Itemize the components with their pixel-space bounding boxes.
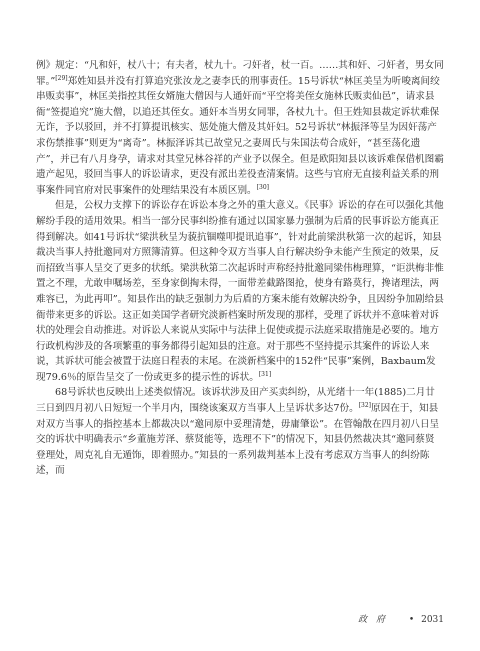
paragraph — [36, 58, 444, 198]
paragraph-text: 郑姓知县并没有打算追究张汝龙之妻李氏的刑事责任。15号诉状“林匡美呈为听唆离间绞串贩卖事”，林匡美指控其侄女婿施大僧因与人通奸而“平空将美侄女施林氏贩卖仙邑”，请求县衙“签提追究”施大僧，以追还其侄女。通奸本当男女同罪，各杖九十。但王姓知县裁定诉状难保无诈，予以驳回，并不打算提讯核实、惩处施大僧及其奸妇。52号诉状“林振泽等呈为因奸荡产求伤禁推事”则更为“离奇”。林振泽诉其已故堂兄之妻周氏与朱国法苟合成奸，“甚至荡化遗产”，并已有八月身孕，请求对其堂兄林谷祥的产业予以保全。但是欧阳知县以该诉难保借机图霸遗产起见，驳回当事人的诉讼请求，更没有派出差役查清案情。这些与官府无直接利益关系的刑事案件同官府对民事案件的处理结果没有本质区别。 — [36, 75, 444, 196]
footnote-reference: [31] — [258, 370, 272, 378]
document-body — [36, 58, 444, 479]
paragraph-text: 原因在于，知县对双方当事人的指控基本上都裁决以“邀同原中妥理清楚，毋庸肇讼”。在管翰散在四月初八日呈交的诉状中明确表示“乡董施芳泽、蔡贤能等，选理不下”的情况下，知县仍然裁决其“邀同蔡贤登理处，周克礼自无遁饰，即着照办。”知县的一系列裁判基本上没有考虑双方当事人的纠纷陈述，而 — [36, 403, 440, 477]
paragraph-text: 但是，公权力支撑下的诉讼存在诉讼本身之外的重大意义。《民事》诉讼的存在可以强化其他解纷手段的适用效果。相当一部分民事纠纷推有通过以国家暴力强制为后盾的民事诉讼方能真正得到解决。如41号诉状“梁洪秋呈为藐抗锢噬叩提讯追事”，针对此前梁洪秋第一次的起诉，知县裁决当事人持批邀同对方照簿清算。但这种令双方当事人自行解决纷争未能产生预定的效果，反而招致当事人呈交了更多的状纸。梁洪秋第二次起诉时声称经持批邀同梁伟梅理算，“讵洪梅非惟置之不理，尤敢申嘱场差，至身家倒掏未得，一面带差截路图抢，使身有路莫行，搀诸理法，两难容已，为此再叩”。知县作出的缺乏强制力为后盾的方案未能有效解决纷争，且因纷争加剧给县衙带来更多的诉讼。这正如美国学者研究淡新档案时所发现的那样，受理了诉状并不意味着对诉状的处理会自动推进。对诉讼人来说从实际中与法律上促使或提示法庭采取措施是必要的。地方行政机构涉及的各项繁重的事务都得引起知县的注意。对于那些不坚持提示其案件的诉讼人来说，其诉状可能会被置于法庭日程表的末尾。在淡新档案中的152件“民事”案例，Baxbaum发现79.6％的原告呈交了一份或更多的提示性的诉状。 — [36, 200, 444, 383]
page-number: 2031 — [421, 615, 444, 625]
paragraph-text: 例》规定：“凡和奸，杖八十；有夫者，杖九十。刁奸者，杖一百。……其和奸、刁奸者，男女同罪。” — [36, 60, 444, 87]
footnote-reference: [32] — [358, 401, 372, 409]
paragraph — [36, 198, 444, 385]
footer-separator: • — [408, 615, 415, 625]
paragraph — [36, 385, 444, 479]
journal-name: 政 府 — [358, 615, 389, 625]
footnote-reference: [30] — [256, 183, 269, 191]
page-footer — [358, 612, 444, 625]
paragraph-text: 68号诉状也反映出上述类似情况。该诉状涉及田产买卖纠纷，从光绪十一年(1885)二月廿三日到四月初八日短短一个半月内，围绕该案双方当事人上呈诉状多达7份。 — [36, 387, 435, 415]
footnote-reference: [29] — [55, 74, 68, 82]
